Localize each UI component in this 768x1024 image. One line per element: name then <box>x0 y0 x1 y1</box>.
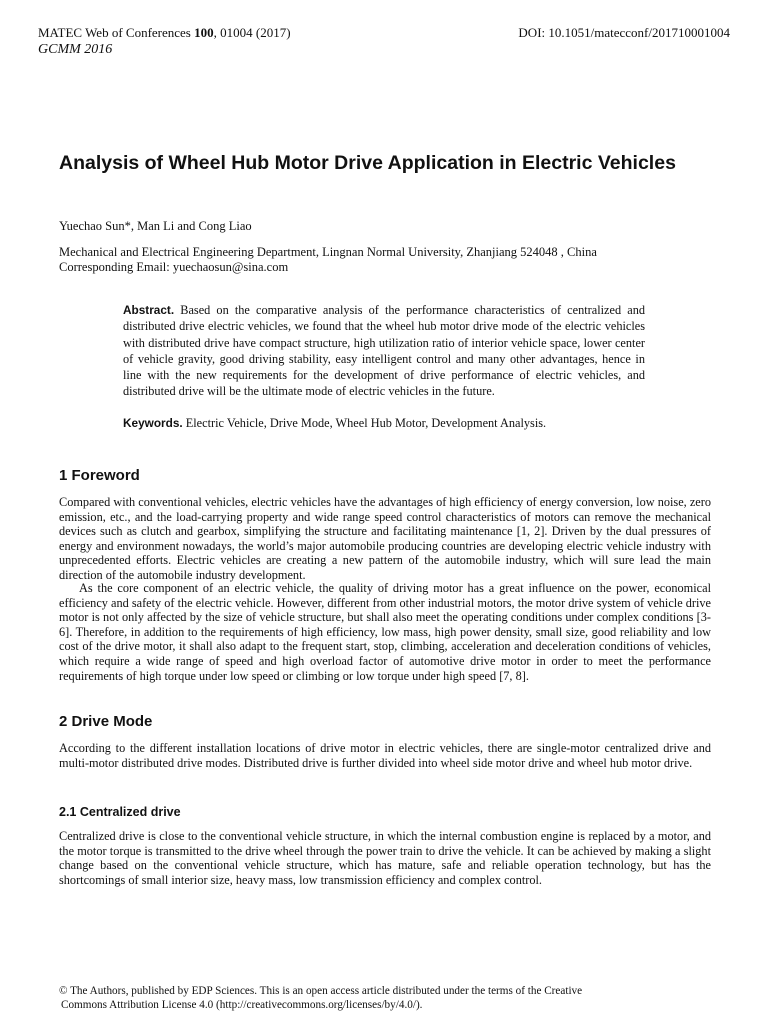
doi-label: DOI: 10.1051/matecconf/201710001004 <box>518 25 730 40</box>
author-list: Yuechao Sun*, Man Li and Cong Liao <box>59 219 252 233</box>
keywords <box>123 415 663 431</box>
affiliation-block <box>59 245 719 275</box>
abstract-label: Abstract. <box>123 303 175 317</box>
license-line-1: © The Authors, published by EDP Sciences. This is an open access article distributed under the terms of the Creative <box>59 985 583 997</box>
paragraph: As the core component of an electric vehicle, the quality of driving motor has a great influence on the power, economical efficiency and safety of the electric vehicle. However, different from other industrial motors, the motor drive system of vehicle drive motor is not only affected by the size of vehicle structure, but shall also meet the operating conditions under complex conditions [3-6]. Therefore, in addition to the requirements of high efficiency, low mass, high power density, small size, good reliability and low cost of the drive motor, it shall also adapt to the frequent start, stop, climbing, acceleration and deceleration conditions of vehicles, which require a wide range of speed and high overload factor of automotive drive motor in order to meet the performance requirements of high torque under low speed or climbing or low torque under high speed [7, 8]. <box>59 581 711 683</box>
keywords-text: Electric Vehicle, Drive Mode, Wheel Hub Motor, Development Analysis. <box>185 416 547 430</box>
keywords-label: Keywords. <box>123 416 183 430</box>
volume-number: 100 <box>194 25 214 40</box>
section-heading-drive-mode: 2 Drive Mode <box>59 713 153 730</box>
abstract <box>123 302 645 400</box>
corresponding-email: Corresponding Email: yuechaosun@sina.com <box>59 260 289 274</box>
abstract-text: Based on the comparative analysis of the performance characteristics of centralized and distributed drive electric vehicles, we found that the wheel hub motor drive mode of the electric vehicles with distributed drive have compact structure, high utilization ratio of interior vehicle space, lower center of vehicle gravity, good driving stability, easy intelligent control and many other advantages, hence in line with the new requirements for the development of drive performance of electric vehicles, and distributed drive will be the ultimate mode of electric vehicles in the future. <box>123 303 645 399</box>
license-footer <box>59 985 714 1012</box>
paragraph: According to the different installation locations of drive motor in electric vehicles, there are single-motor centralized drive and multi-motor distributed drive modes. Distributed drive is further divided into wheel side motor drive and wheel hub motor drive. <box>59 741 711 770</box>
section-heading-foreword: 1 Foreword <box>59 467 140 484</box>
article-title: Analysis of Wheel Hub Motor Drive Application in Electric Vehicles <box>59 152 676 174</box>
journal-name: MATEC Web of Conferences <box>38 25 191 40</box>
subsection-heading-centralized-drive: 2.1 Centralized drive <box>59 805 181 819</box>
article-number: , 01004 (2017) <box>213 25 291 40</box>
journal-header <box>38 24 291 41</box>
license-line-2: Commons Attribution License 4.0 (http://creativecommons.org/licenses/by/4.0/). <box>61 998 423 1011</box>
affiliation: Mechanical and Electrical Engineering Department, Lingnan Normal University, Zhanjiang 524048 , China <box>59 245 597 259</box>
paragraph: Centralized drive is close to the conventional vehicle structure, in which the internal combustion engine is replaced by a motor, and the motor torque is transmitted to the drive wheel through the power train to drive the vehicle. It can be achieved by making a slight change based on the conventional vehicle structure, which has mature, safe and reliable operation technology, but has the shortcomings of small interior size, heavy mass, low transmission efficiency and complex control. <box>59 829 711 887</box>
paragraph: Compared with conventional vehicles, electric vehicles have the advantages of high efficiency of energy conversion, low noise, zero emission, etc., and the load-carrying property and wide range speed control characteristics of motors can remove the mechanical devices such as clutch and gearbox, simplifying the structure and facilitating maintenance [1, 2]. Driven by the dual pressures of energy and environment nowadays, the world’s major automobile producing countries are developing electric vehicle industry with unprecedented efforts. Electric vehicles are creating a new pattern of the automobile industry, which will sure lead the main direction of the automobile industry development. <box>59 495 711 582</box>
conference-tag: GCMM 2016 <box>38 42 113 57</box>
